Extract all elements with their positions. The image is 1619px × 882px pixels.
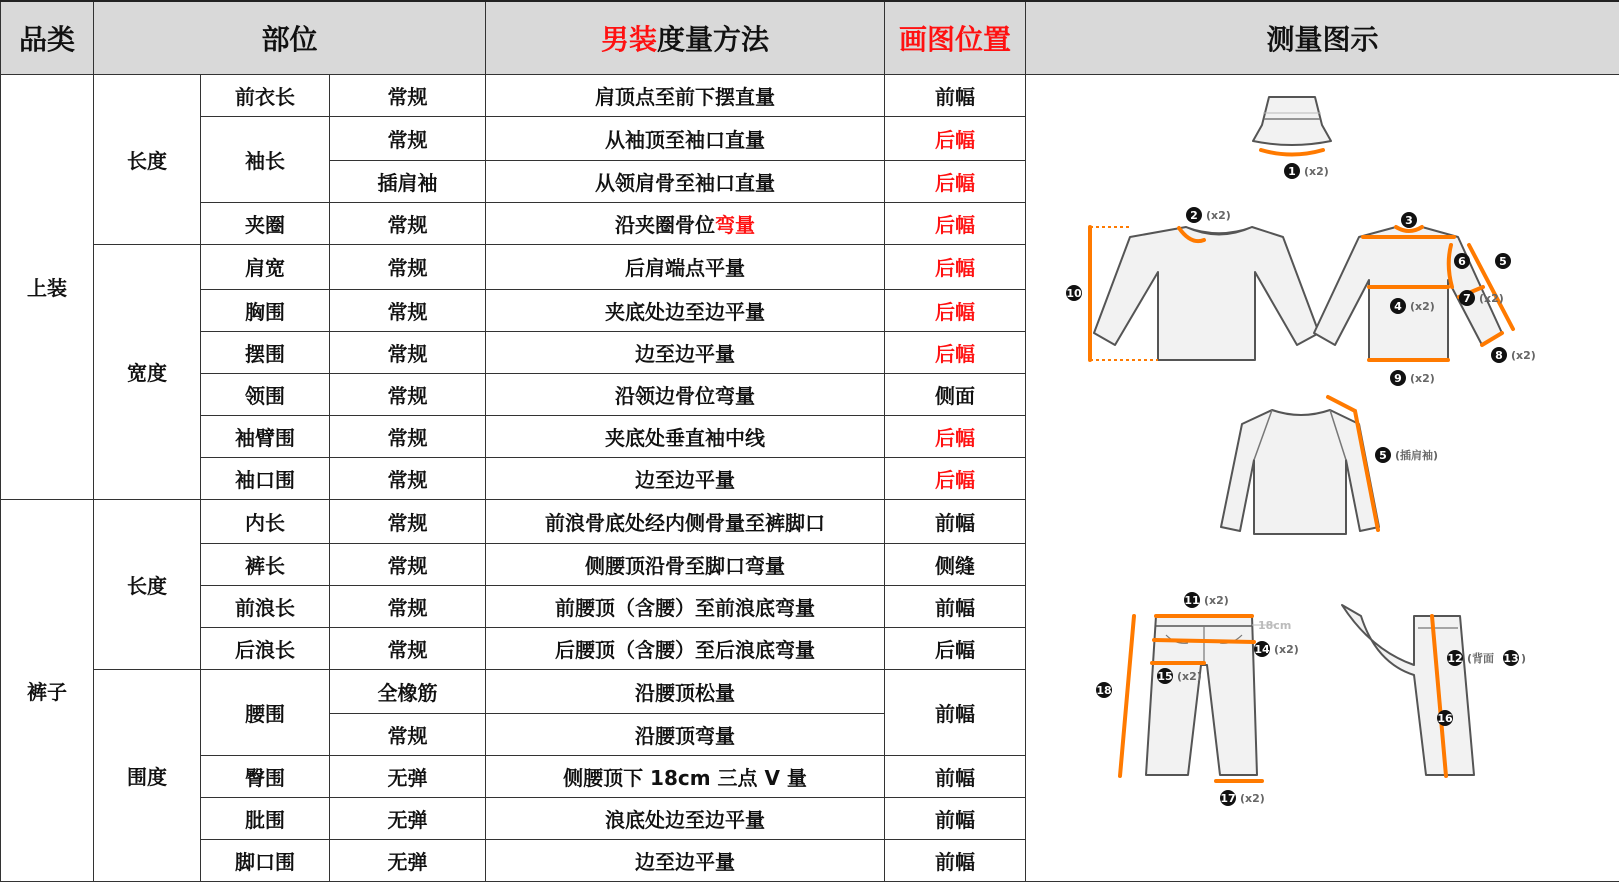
type-cell: 全橡筋 — [330, 669, 486, 713]
badge-15-label: 15 — [1157, 670, 1172, 683]
position-cell: 前幅 — [885, 798, 1026, 840]
position-cell: 后幅 — [885, 331, 1026, 373]
position-cell: 后幅 — [885, 457, 1026, 499]
type-cell: 常规 — [330, 457, 486, 499]
method-cell: 侧腰顶沿骨至脚口弯量 — [486, 543, 885, 585]
type-cell: 常规 — [330, 117, 486, 161]
part-cell: 裤长 — [201, 543, 330, 585]
badge-16-label: 16 — [1437, 712, 1453, 725]
x2-label: (x2) — [1240, 792, 1265, 805]
method-cell: 边至边平量 — [486, 331, 885, 373]
position-cell: 后幅 — [885, 627, 1026, 669]
position-cell: 后幅 — [885, 117, 1026, 161]
method-cell: 浪底处边至边平量 — [486, 798, 885, 840]
header-method-rest: 度量方法 — [657, 23, 769, 56]
type-cell: 常规 — [330, 289, 486, 331]
part-cell: 夹圈 — [201, 203, 330, 245]
method-cell: 沿腰顶弯量 — [486, 714, 885, 756]
part-cell: 领围 — [201, 373, 330, 415]
position-cell: 后幅 — [885, 289, 1026, 331]
back-shirt-illustration — [1314, 212, 1536, 386]
part-cell: 袖长 — [201, 117, 330, 203]
position-cell: 后幅 — [885, 415, 1026, 457]
header-diagram: 测量图示 — [1026, 1, 1619, 75]
side-pants-illustration — [1342, 605, 1526, 776]
type-cell: 无弹 — [330, 840, 486, 882]
table-row — [1, 75, 1619, 117]
header-part: 部位 — [94, 1, 486, 75]
position-cell: 前幅 — [885, 585, 1026, 627]
part-cell: 腰围 — [201, 669, 330, 755]
x2-label: (x2) — [1511, 349, 1536, 362]
x2-label: (x2) — [1479, 292, 1504, 305]
part-cell: 摆围 — [201, 331, 330, 373]
position-cell: 前幅 — [885, 75, 1026, 117]
method-cell: 前腰顶（含腰）至前浪底弯量 — [486, 585, 885, 627]
method-cell: 前浪骨底处经内侧骨量至裤脚口 — [486, 499, 885, 543]
method-cell — [486, 203, 885, 245]
method-cell: 从领肩骨至袖口直量 — [486, 161, 885, 203]
group-cell: 长度 — [94, 499, 201, 669]
header-row — [1, 1, 1619, 75]
badge-10-label: 10 — [1066, 287, 1082, 300]
back-label: (背面 — [1467, 651, 1494, 665]
method-cell: 从袖顶至袖口直量 — [486, 117, 885, 161]
badge-7-label: 7 — [1463, 292, 1471, 305]
position-cell: 前幅 — [885, 669, 1026, 755]
method-cell: 夹底处边至边平量 — [486, 289, 885, 331]
method-cell: 沿领边骨位弯量 — [486, 373, 885, 415]
type-cell: 无弹 — [330, 798, 486, 840]
badge-3-label: 3 — [1405, 214, 1413, 227]
header-method — [486, 1, 885, 75]
badge-11-label: 11 — [1184, 594, 1199, 607]
type-cell: 常规 — [330, 627, 486, 669]
category-cell: 上装 — [1, 75, 94, 500]
part-cell: 胸围 — [201, 289, 330, 331]
badge-5-label: 5 — [1379, 449, 1387, 462]
header-method-accent: 男装 — [601, 23, 657, 56]
x2-label: (x2) — [1410, 300, 1435, 313]
badge-2-label: 2 — [1190, 209, 1198, 222]
type-cell: 常规 — [330, 499, 486, 543]
type-cell: 无弹 — [330, 756, 486, 798]
method-cell: 侧腰顶下 18cm 三点 V 量 — [486, 756, 885, 798]
badge-17-label: 17 — [1220, 792, 1235, 805]
x2-label: (x2) — [1177, 670, 1202, 683]
header-draw-position: 画图位置 — [885, 1, 1026, 75]
part-cell: 内长 — [201, 499, 330, 543]
measurement-illustrations — [1026, 75, 1618, 881]
type-cell: 常规 — [330, 75, 486, 117]
method-cell: 边至边平量 — [486, 840, 885, 882]
front-shirt-illustration — [1066, 207, 1319, 360]
group-cell: 围度 — [94, 669, 201, 881]
group-cell: 长度 — [94, 75, 201, 245]
position-cell: 后幅 — [885, 161, 1026, 203]
method-accent: 弯量 — [715, 213, 755, 237]
type-cell: 常规 — [330, 543, 486, 585]
x2-label: (x2) — [1274, 643, 1299, 656]
part-cell: 肩宽 — [201, 245, 330, 289]
group-cell: 宽度 — [94, 245, 201, 499]
part-cell: 肶围 — [201, 798, 330, 840]
badge-5-label: 5 — [1499, 255, 1507, 268]
position-cell: 后幅 — [885, 245, 1026, 289]
method-cell: 后腰顶（含腰）至后浪底弯量 — [486, 627, 885, 669]
badge-12-label: 12 — [1447, 652, 1462, 665]
raglan-label: (插肩袖) — [1395, 448, 1438, 462]
type-cell: 常规 — [330, 585, 486, 627]
badge-18-label: 18 — [1096, 684, 1111, 697]
position-cell: 前幅 — [885, 840, 1026, 882]
x2-label: (x2) — [1410, 372, 1435, 385]
type-cell: 常规 — [330, 245, 486, 289]
position-cell: 前幅 — [885, 499, 1026, 543]
type-cell: 常规 — [330, 373, 486, 415]
part-cell: 后浪长 — [201, 627, 330, 669]
part-cell: 前浪长 — [201, 585, 330, 627]
part-cell: 脚口围 — [201, 840, 330, 882]
bucket-hat-illustration — [1253, 97, 1331, 179]
type-cell: 常规 — [330, 331, 486, 373]
badge-1-label: 1 — [1288, 165, 1296, 178]
badge-8-label: 8 — [1495, 349, 1503, 362]
category-cell: 裤子 — [1, 499, 94, 882]
part-cell: 前衣长 — [201, 75, 330, 117]
badge-6-label: 6 — [1458, 255, 1466, 268]
position-cell: 前幅 — [885, 756, 1026, 798]
back-close-label: ) — [1521, 652, 1526, 665]
method-cell: 夹底处垂直袖中线 — [486, 415, 885, 457]
part-cell: 袖口围 — [201, 457, 330, 499]
badge-4-label: 4 — [1394, 300, 1402, 313]
part-cell: 臀围 — [201, 756, 330, 798]
type-cell: 常规 — [330, 415, 486, 457]
badge-13-label: 13 — [1503, 652, 1518, 665]
x2-label: (x2) — [1304, 165, 1329, 178]
method-cell: 边至边平量 — [486, 457, 885, 499]
method-cell: 沿腰顶松量 — [486, 669, 885, 713]
method-text: 沿夹圈骨位 — [615, 213, 715, 237]
x2-label: (x2) — [1206, 209, 1231, 222]
header-category: 品类 — [1, 1, 94, 75]
badge-14-label: 14 — [1254, 643, 1270, 656]
cm18-label: 18cm — [1258, 619, 1291, 632]
raglan-shirt-illustration — [1221, 397, 1438, 534]
position-cell: 侧面 — [885, 373, 1026, 415]
measurement-diagram — [1026, 75, 1619, 882]
position-cell: 后幅 — [885, 203, 1026, 245]
type-cell: 插肩袖 — [330, 161, 486, 203]
method-cell: 肩顶点至前下摆直量 — [486, 75, 885, 117]
position-cell: 侧缝 — [885, 543, 1026, 585]
type-cell: 常规 — [330, 203, 486, 245]
type-cell: 常规 — [330, 714, 486, 756]
x2-label: (x2) — [1204, 594, 1229, 607]
method-cell: 后肩端点平量 — [486, 245, 885, 289]
front-pants-illustration — [1096, 592, 1299, 806]
badge-9-label: 9 — [1394, 372, 1402, 385]
part-cell: 袖臂围 — [201, 415, 330, 457]
